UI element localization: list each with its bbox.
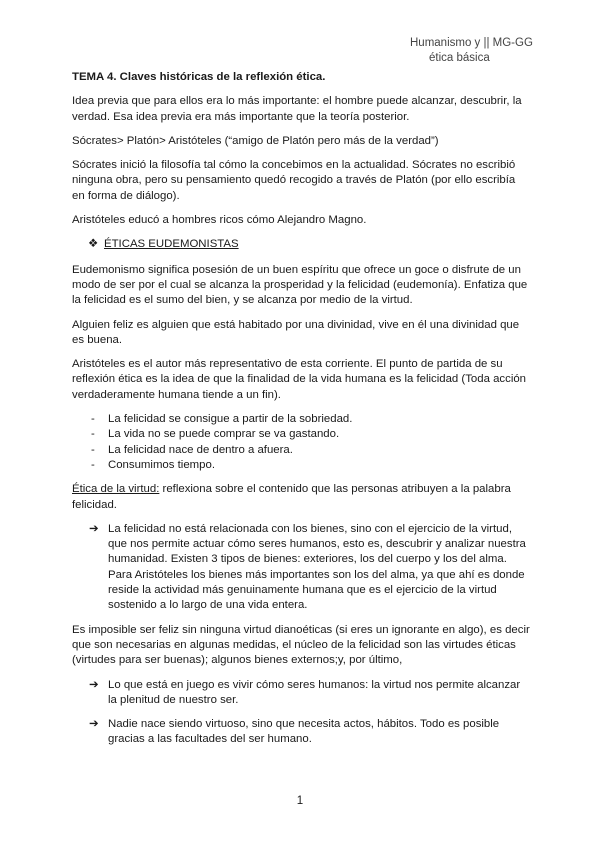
list-item — [72, 412, 530, 427]
arrow-item-bienes — [72, 522, 530, 614]
arrow-item-vivir — [72, 678, 530, 709]
arrow-icon: ➔ — [89, 522, 99, 535]
list-item — [72, 427, 530, 442]
dash-icon: - — [91, 413, 95, 426]
list-item — [72, 443, 530, 458]
paragraph-aristoteles-autor: Aristóteles es el autor más representativo de esta corriente. El punto de partida de su reflexión ética es la idea de que la finalidad de la vida humana es la felicidad (Toda acción verdaderamente humana tiende a un fin). — [72, 358, 527, 401]
arrow-item-nadie — [72, 717, 530, 748]
arrow-icon: ➔ — [89, 678, 99, 691]
paragraph-idea-previa: Idea previa que para ellos era lo más importante: el hombre puede alcanzar, descubrir, la verdad. Esa idea previa era más importante que la teoría posterior. — [72, 95, 522, 123]
paragraph-imposible: Es imposible ser feliz sin ninguna virtud dianoéticas (si eres un ignorante en algo), es decir que son necesarias en algunas medidas, el núcleo de la felicidad son las virtudes éticas (virtudes para ser buenas); algunos bienes externos;y, por último, — [72, 623, 530, 667]
list-item — [72, 458, 530, 473]
page-header — [410, 36, 533, 66]
etica-virtud-label: Ética de la virtud: — [72, 483, 160, 496]
section-heading-text: ÉTICAS EUDEMONISTAS — [104, 238, 239, 251]
dash-icon: - — [91, 443, 95, 456]
list-item-text: La vida no se puede comprar se va gastando. — [108, 428, 340, 441]
list-item-text: Consumimos tiempo. — [108, 458, 215, 471]
paragraph-socrates-platon: Sócrates> Platón> Aristóteles (“amigo de Platón pero más de la verdad”) — [72, 134, 439, 147]
document-title: TEMA 4. Claves históricas de la reflexión ética. — [72, 71, 326, 83]
etica-virtud-text: reflexiona sobre el contenido que las personas atribuyen a la palabra felicidad. — [72, 483, 511, 511]
dash-icon: - — [91, 428, 95, 441]
paragraph-alguien-feliz: Alguien feliz es alguien que está habitado por una divinidad, vive en él una divinidad que es buena. — [72, 318, 520, 346]
header-line-2: ética básica — [429, 52, 490, 64]
paragraph-eudemonismo: Eudemonismo significa posesión de un buen espíritu que ofrece un goce o disfrute de un modo de ser por el cual se alcanza la prosperidad y la felicidad (eudemonía). Enfatiza que la felicidad es el sumo del bien, y se alcanza por medio de la virtud. — [72, 263, 528, 307]
paragraph-etica-virtud — [72, 482, 530, 513]
arrow-item-text: La felicidad no está relacionada con los bienes, sino con el ejercicio de la virtud, que nos permite actuar cómo seres humanos, esto es, descubrir y analizar nuestra humanidad. Existen 3 tipos de bienes: exteriores, los del cuerpo y los del alma. Para Aristóteles los bienes más importantes son los del alma, ya que ahí es donde reside la actividad más genuinamente humana que es el ejercicio de la virtud sostenido a lo largo de una vida entera. — [108, 522, 526, 612]
paragraph-aristoteles: Aristóteles educó a hombres ricos cómo Alejandro Magno. — [72, 214, 367, 227]
list-item-text: La felicidad se consigue a partir de la sobriedad. — [108, 413, 353, 426]
diamond-bullet-icon: ❖ — [88, 238, 99, 251]
list-item-text: La felicidad nace de dentro a afuera. — [108, 443, 293, 456]
arrow-item-text: Nadie nace siendo virtuoso, sino que necesita actos, hábitos. Todo es posible gracias a las facultades del ser humano. — [108, 718, 500, 746]
document-body — [72, 70, 530, 757]
page-number: 1 — [296, 795, 304, 807]
dash-icon: - — [91, 458, 95, 471]
dash-list — [72, 412, 530, 473]
header-line-1: Humanismo y || MG-GG — [410, 37, 533, 49]
section-heading — [88, 237, 530, 252]
arrow-item-text: Lo que está en juego es vivir cómo seres humanos: la virtud nos permite alcanzar la plenitud de nuestro ser. — [108, 678, 521, 706]
paragraph-socrates: Sócrates inició la filosofía tal cómo la concebimos en la actualidad. Sócrates no escribió ninguna obra, pero su pensamiento quedó recogido a través de Platón (por ello escribía en forma de diálogo). — [72, 159, 516, 202]
arrow-icon: ➔ — [89, 718, 99, 731]
